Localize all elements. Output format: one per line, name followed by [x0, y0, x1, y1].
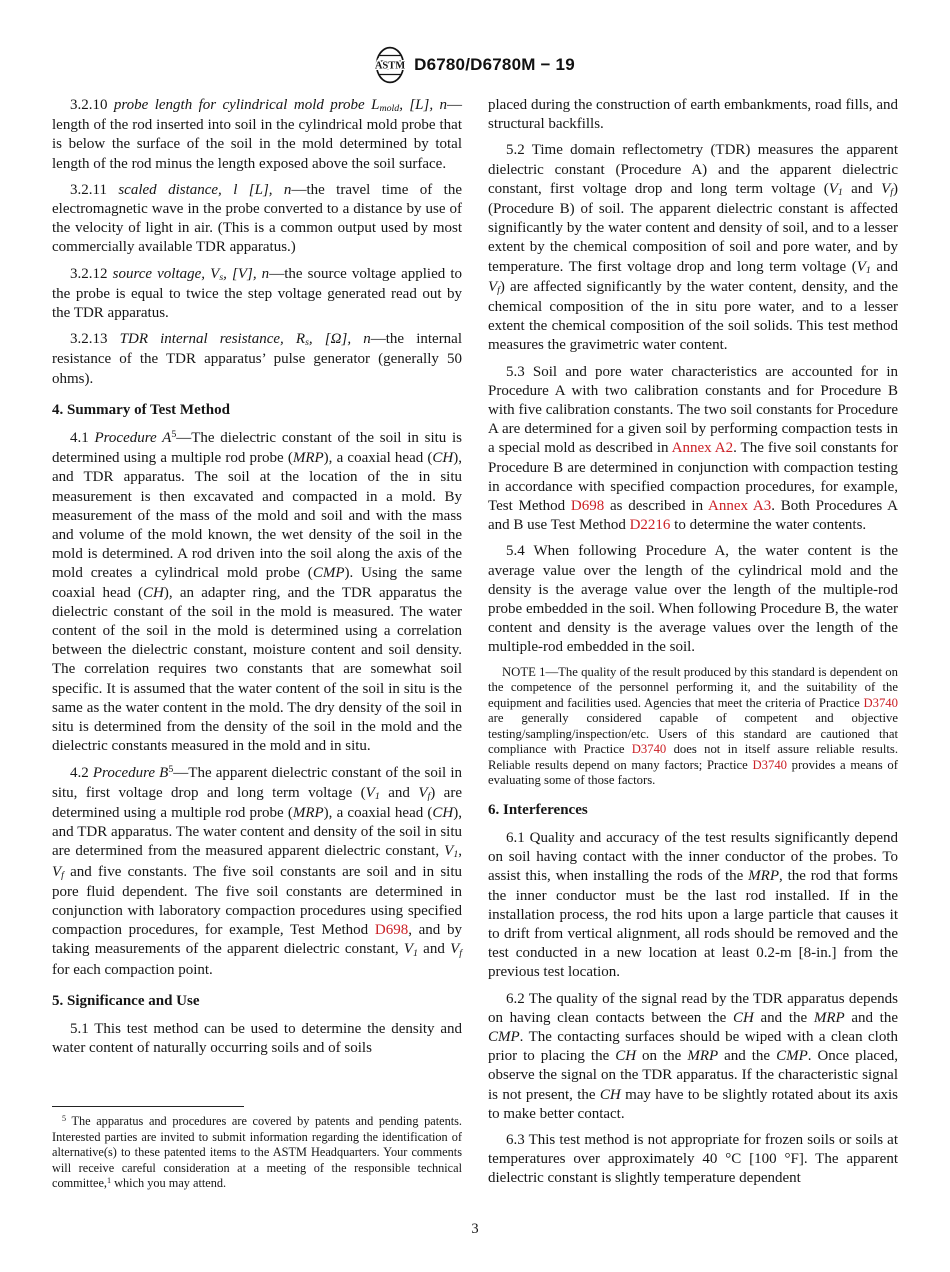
text-run: CMP — [488, 1028, 520, 1045]
text-run: 5 — [168, 763, 174, 775]
text-run: TDR internal resistance, R — [119, 331, 306, 348]
text-run: does not in itself assure reliable results. Reliable results depend on many factors; Practice — [488, 742, 898, 772]
reference-link[interactable]: D698 — [374, 922, 409, 939]
reference-link[interactable]: Annex A3 — [707, 498, 772, 515]
text-run: to determine the water contents. — [670, 517, 867, 534]
text-run: . The five soil constants for Procedure B are determined in conjunction with compaction testing in accordance with specified compaction procedures, for example, Test Method — [488, 440, 898, 515]
text-run: ), a coaxial head ( — [323, 804, 433, 821]
reference-link[interactable]: Annex A2 — [671, 440, 734, 457]
text-run: s — [305, 337, 309, 349]
document-designation: D6780/D6780M − 19 — [414, 55, 575, 74]
paragraph — [52, 1020, 462, 1058]
text-run: MRP — [687, 1048, 719, 1065]
text-run: CH — [143, 584, 164, 601]
text-run: V — [52, 863, 62, 880]
reference-link[interactable]: D3740 — [631, 742, 667, 757]
text-run: 5.4 When following Procedure A, the water content is the average value over the length of the cylindrical mold and the density is the average value over the length of the multiple-rod probe embedded in the soil. When following Procedure B, the water content and density is the average values over the length of the multiple-rod embedded in the soil. — [488, 543, 898, 656]
text-run: f — [61, 869, 64, 881]
text-run: ) (Procedure B) of soil. The apparent dielectric constant is affected significantly by the water content and density of soil, and to a lesser extent by the chemical composition of soil and pore water, and by temperature. The first voltage drop and long term voltage ( — [488, 180, 898, 275]
text-run: and the — [844, 1009, 898, 1026]
text-run: 6.2 The quality of the signal read by the TDR apparatus depends on having clean contacts between the — [488, 990, 898, 1026]
astm-logo-icon — [375, 46, 405, 84]
text-run: —The apparent dielectric constant of the soil in situ, first voltage drop and long term voltage ( — [52, 764, 462, 801]
text-run: V — [828, 180, 838, 197]
section-heading — [488, 801, 898, 820]
text-run: 5 — [62, 1113, 67, 1123]
text-run: 4.1 — [70, 430, 95, 447]
text-run: 5 — [171, 429, 177, 441]
paragraph — [488, 829, 898, 983]
text-run: CMP — [312, 565, 345, 582]
text-run: CH — [615, 1048, 637, 1065]
reference-link[interactable]: D698 — [570, 498, 605, 515]
text-run: 3.2.11 — [70, 181, 119, 198]
svg-text:ASTM: ASTM — [375, 60, 406, 72]
text-run: —the travel time of the electromagnetic wave in the probe converted to a distance by use of the velocity of light in air. (This is a common output used by most commercially available TDR apparatus.) — [52, 181, 462, 256]
text-run: and — [417, 941, 451, 958]
paragraph — [52, 764, 462, 980]
text-run: 3.2.10 — [70, 97, 114, 113]
text-run: V — [444, 843, 454, 860]
text-run: s — [219, 271, 224, 283]
text-run: , and by taking measurements of the apparent dielectric constant, — [52, 922, 462, 958]
text-run: ), a coaxial head ( — [323, 450, 433, 467]
reference-link[interactable]: D2216 — [629, 517, 671, 534]
text-run: NOTE 1—The quality of the result produced by this standard is dependent on the competence of the personnel performing it, and the suitability of the equipment and facilities used. Agencies that meet the criteria of Practice — [488, 664, 898, 710]
text-run: 6.3 This test method is not appropriate for frozen soils or soils at temperatures over approximately 40 °C [100 °F]. The apparent dielectric constant is slightly temperature dependent — [488, 1131, 898, 1187]
text-run: 5.3 Soil and pore water characteristics are accounted for in Procedure A with two calibration constants and for Procedure B with five calibration constants. The two soil constants for Procedure A are determined for a given soil by performing compaction tests in a special mold as described in — [488, 363, 898, 457]
footnote-rule — [52, 1106, 244, 1107]
text-run: —the source voltage applied to the probe is equal to twice the step voltage generated read out by the TDR apparatus. — [52, 265, 463, 322]
text-run: mold — [379, 103, 400, 115]
text-run: ), an adapter ring, and the TDR apparatus the dielectric constant of the soil in the mold is measured. The water content of the soil in the mold is determined using a correlation between the dielectric constant, moisture content and soil density. The correlation requires two constants that are somewhat soil specific. It is assumed that the water content of the soil in situ is the same as the water content in the mold. The dry density of the soil in situ is determined from the density of the soil in the mold and the dielectric constants measured in the mold and in situ. — [52, 584, 462, 755]
text-run: ), and TDR apparatus. The water content and density of the soil in situ are determined from the measured apparent dielectric constant, — [52, 804, 462, 860]
section-heading — [52, 992, 462, 1011]
paragraph — [488, 363, 898, 536]
text-run: and — [870, 258, 898, 275]
text-run: V — [856, 258, 866, 275]
text-run: . Once placed, observe the signal on the TDR apparatus. If the characteristic signal is not present, the — [488, 1048, 898, 1103]
two-column-body — [52, 96, 898, 1198]
text-run: on the — [636, 1048, 688, 1065]
text-run: , — [458, 843, 462, 860]
right-column-text — [488, 96, 898, 1189]
text-run: The apparatus and procedures are covered by patents and pending patents. Interested parties are invited to submit information regarding the identification of alternative(s) to these patented items to the ASTM Headquarters. Your comments will receive careful consideration at a meeting of the responsible technical committee, — [52, 1113, 462, 1190]
paragraph — [52, 96, 462, 174]
footnote-text — [52, 1114, 462, 1192]
text-run: 4. Summary of Test Method — [52, 401, 230, 418]
text-run: which you may attend. — [111, 1175, 227, 1190]
page-number: 3 — [471, 1221, 479, 1237]
text-run: and the — [753, 1009, 814, 1026]
text-run: scaled distance, l [L], n — [118, 181, 292, 198]
paragraph — [488, 990, 898, 1124]
right-column — [488, 96, 898, 1198]
paragraph — [52, 429, 462, 756]
text-run: 4.2 — [70, 764, 93, 781]
text-run: V — [488, 278, 498, 295]
text-run: ) are determined using a multiple rod probe ( — [52, 784, 462, 821]
text-run: probe length for cylindrical mold probe L — [113, 97, 380, 113]
text-run: 5.2 Time domain reflectometry (TDR) measures the apparent dielectric constant (Procedure A) and the apparent dielectric constant, first voltage drop and long term voltage ( — [488, 142, 898, 197]
left-column-text — [52, 96, 462, 1065]
text-run: f — [497, 285, 500, 296]
text-run: Procedure A — [94, 430, 172, 447]
left-column — [52, 96, 462, 1198]
text-run: 6. Interferences — [488, 801, 588, 818]
text-run: may have to be slightly rotated about its axis to make better contact. — [488, 1086, 898, 1122]
text-run: MRP — [748, 868, 779, 885]
text-run: Procedure B — [92, 764, 169, 781]
text-run: 1 — [453, 849, 459, 861]
text-run: CH — [432, 804, 454, 821]
text-run: as described in — [604, 498, 708, 515]
text-run: —length of the rod inserted into soil in the cylindrical mold probe that is below the surface of the soil in the mold determined by total length of the rod minus the length exposed above the soil surface. — [52, 97, 462, 172]
text-run: . Both Procedures A and B use Test Method — [488, 498, 898, 534]
text-run: and — [842, 180, 882, 197]
text-run: 6.1 Quality and accuracy of the test results significantly depend on soil having contact with the inner conductor of the probes. To assist this, when installing the rods of the — [488, 829, 898, 885]
text-run: source voltage, V — [112, 265, 220, 282]
text-run: f — [890, 186, 893, 198]
text-run: , [L], n — [399, 97, 447, 113]
page-header — [52, 46, 898, 84]
text-run: provides a means of evaluating some of those factors. — [488, 757, 898, 788]
paragraph — [52, 330, 462, 389]
text-run: MRP — [292, 450, 324, 467]
text-run: CH — [432, 450, 454, 467]
footnote-block — [52, 1106, 462, 1198]
section-heading — [52, 401, 462, 420]
text-run: and the — [718, 1048, 777, 1065]
text-run: 1 — [413, 947, 418, 959]
text-run: CH — [599, 1086, 621, 1103]
paragraph — [488, 96, 898, 134]
text-run: V — [403, 941, 414, 958]
text-run: 5. Significance and Use — [52, 992, 200, 1009]
text-run: ), and TDR apparatus. The soil at the location of the in situ measurement is then excavated and compacted in a mold. By measurement of the mass of the mold and soil and with the mass and volume of the mold known, the wet density of the soil in the mold is determined. A rod driven into the soil along the axis of the mold creates a cylindrical mold probe ( — [52, 450, 462, 582]
note-paragraph — [488, 665, 898, 789]
text-run: , [V], n — [223, 265, 270, 282]
text-run: f — [427, 790, 431, 802]
text-run: , [Ω], n — [308, 331, 371, 348]
text-run: —the internal resistance of the TDR apparatus’ pulse generator (generally 50 ohms). — [52, 331, 463, 387]
text-run: and — [379, 784, 419, 801]
text-run: for each compaction point. — [52, 961, 213, 978]
text-run: placed during the construction of earth embankments, road fills, and structural backfills. — [488, 97, 898, 133]
paragraph — [52, 181, 462, 258]
reference-link[interactable]: D3740 — [863, 695, 898, 710]
paragraph — [488, 542, 898, 657]
text-run: 1 — [837, 186, 843, 198]
text-run: and five constants. The five soil constants are soil and in situ pore fluid dependent. The five soil constants are determined in conjunction with laboratory compaction procedures using specified compaction procedures, for example, Test Method — [52, 863, 462, 939]
text-run: 3.2.12 — [70, 265, 113, 282]
text-run: MRP — [292, 804, 324, 821]
text-run: . The contacting surfaces should be wiped with a clean cloth prior to placing the — [488, 1028, 898, 1065]
text-run: V — [881, 180, 891, 197]
text-run: 5.1 This test method can be used to determine the density and water content of naturally occurring soils and of soils — [52, 1020, 462, 1057]
text-run: 1 — [374, 790, 380, 802]
paragraph — [488, 141, 898, 355]
text-run: CH — [732, 1009, 754, 1026]
text-run: ). Using the same coaxial head ( — [52, 565, 462, 601]
text-run: ) are affected significantly by the water content, density, and the chemical composition of the in situ pore water, and to a lesser extent the chemical composition of the soil solids. This test method measures the gravimetric water content. — [488, 278, 898, 354]
text-run: V — [365, 784, 375, 801]
text-run: , the rod that forms the inner conductor must be the last rod installed. If in the installation process, the rod hits upon a large particle that causes it to drift from vertical alignment, all rods should be removed and the test conducted in a new location at least 0.2-m [8-in.] from the previous test location. — [488, 868, 898, 981]
text-run: —The dielectric constant of the soil in situ is determined using a multiple rod probe ( — [52, 430, 463, 467]
text-run: 3.2.13 — [70, 331, 120, 348]
text-run: MRP — [813, 1009, 845, 1026]
text-run: CMP — [776, 1048, 808, 1065]
paragraph — [52, 265, 462, 324]
text-run: V — [450, 941, 460, 958]
paragraph — [488, 1131, 898, 1189]
text-run: 1 — [865, 264, 871, 276]
text-run: 1 — [106, 1175, 112, 1185]
text-run: V — [418, 784, 428, 801]
reference-link[interactable]: D3740 — [752, 757, 788, 772]
text-run: f — [459, 947, 462, 959]
text-run: are generally considered capable of competent and objective testing/sampling/inspection/etc. Users of this standard are cautioned that compliance with Practice — [488, 711, 898, 757]
